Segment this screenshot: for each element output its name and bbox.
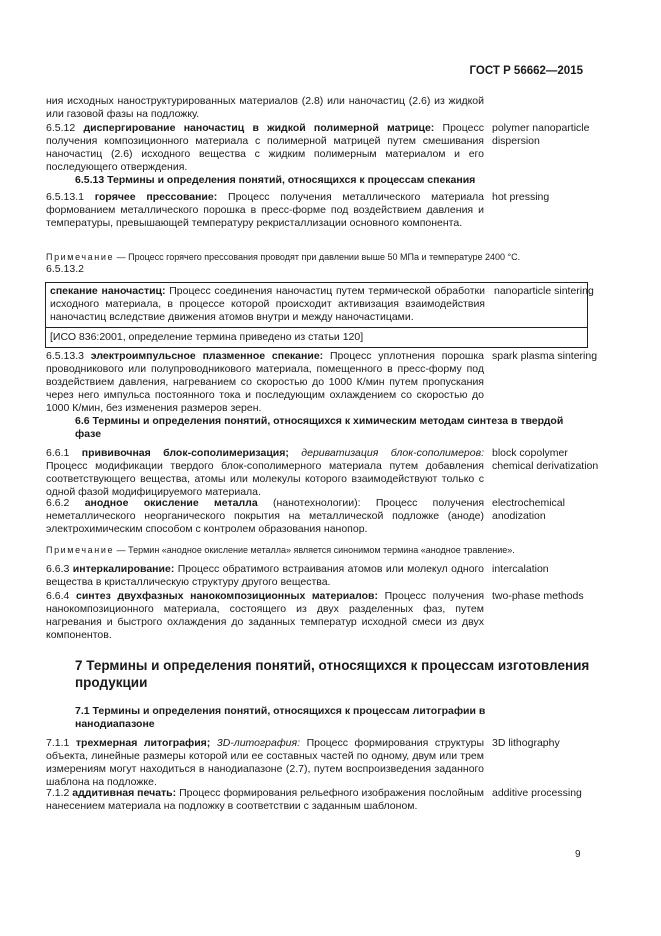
term-6-5-13-1 [46,191,484,230]
term-definition: Процесс уплотнения порошка проводникового или полупроводникового материала, помещенного в пресс-форму под воздействием давления, нагреванием со скоростью до 1000 К/мин путем пропускания через него импульса постоянного тока и последующим охлаждением со скоростью до 1000 К/мин, без изменения размеров зерен. [46,350,485,414]
term-definition: Процесс получения металлического материала формованием металлического порошка в пресс-форме под воздействием давления и температуры, превышающей температуру рекристаллизации основного компонента. [46,191,485,229]
term-synonym: 3D-литография: [216,737,301,749]
note-label: Примечание [46,252,115,262]
source-reference: [ИСО 836:2001, определение термина приведено из статьи 120] [50,331,364,343]
term-name: интеркалирование: [72,563,175,575]
note-text: — Термин «анодное окисление металла» является синонимом термина «анодное травление». [116,545,515,555]
page-number: 9 [575,849,581,860]
document-header: ГОСТ Р 56662—2015 [469,65,583,77]
term-name: диспергирование наночастиц в жидкой полимерной матрице: [83,122,435,134]
english-equivalent: polymer nanoparticle dispersion [492,122,590,147]
term-7-1-2 [46,787,484,813]
term-number: 6.6.2 [46,497,70,509]
boxed-term [45,282,594,348]
term-number: 6.6.4 [46,590,70,602]
term-name: аддитивная печать: [72,787,177,799]
english-equivalent: nanoparticle sintering [494,285,594,297]
english-equivalent: 3D lithography [492,737,560,749]
term-number: 6.5.13.1 [46,191,84,203]
note-2 [46,544,584,556]
term-definition: Процесс модификации твердого блок-сополимерного материала путем добавления соответствующего вещества, атомы или молекулы которого взаимодействуют только с одной фазой модифицируемого материала. [46,460,484,498]
term-6-5-13-3 [46,350,484,415]
term-6-6-1 [46,447,484,499]
box-divider [46,327,587,328]
term-name: горячее прессование: [94,191,218,203]
term-6-6-2 [46,497,484,536]
boxed-term-text [50,285,485,324]
english-equivalent: two-phase methods [492,590,584,602]
term-7-1-1 [46,737,484,789]
english-equivalent: additive processing [492,787,582,799]
note-text: — Процесс горячего прессования проводят при давлении выше 50 МПа и температуре 2400 °С. [116,252,521,262]
term-number: 6.5.13.3 [46,350,84,362]
term-definition: Процесс формирования структуры объекта, линейные размеры которой или ее составных частей по одному, двум или трем измерениям могут находиться в нанодиапазоне (2.7), путем воспроизведения заданного шаблона на подложке. [46,737,485,788]
english-equivalent: intercalation [492,563,549,575]
term-6-6-3 [46,563,484,589]
term-synonym: дериватизация блок-сополимеров: [301,447,484,459]
term-definition: Процесс получения композиционного материала с полимерной матрицей путем смешивания наночастиц (2.6) исходного вещества с жидким полимерным материалом и его последующего отверждения. [46,122,485,173]
term-number: 6.5.12 [46,122,76,134]
section-heading-7-1: 7.1 Термины и определения понятий, относящихся к процессам литографии в нанодиапазоне [75,705,486,730]
section-heading-6-5-13: 6.5.13 Термины и определения понятий, относящихся к процессам спекания [75,174,476,186]
term-definition: Процесс получения нанокомпозиционного материала, состоящего из двух разделенных фаз, путем нагревания и быстрого охлаждения до заданных температур исходной смеси из двух компонентов. [46,590,484,641]
term-number: 6.6.3 [46,563,70,575]
english-equivalent: hot pressing [492,191,550,203]
term-number: 6.6.1 [46,447,70,459]
term-number: 7.1.2 [46,787,70,799]
term-6-6-4 [46,590,484,642]
note-label: Примечание [46,545,115,555]
english-equivalent: spark plasma sintering [492,350,598,362]
note-1 [46,251,584,263]
term-name: спекание наночастиц: [50,285,166,297]
chapter-heading-7: 7 Термины и определения понятий, относящихся к процессам изготовления продукции [75,658,590,690]
term-name: электроимпульсное плазменное спекание: [90,350,324,362]
section-heading-6-6: 6.6 Термины и определения понятий, относящихся к химическим методам синтеза в твердой фазе [75,415,564,440]
continued-text: ния исходных наноструктурированных материалов (2.8) или наночастиц (2.6) из жидкой или газовой фазы на подложку. [46,95,484,120]
term-name: прививочная блок-сополимеризация; [81,447,289,459]
english-equivalent: block copolymer chemical derivatization [492,447,599,472]
term-name: синтез двухфазных нанокомпозиционных материалов: [75,590,378,602]
term-name: анодное окисление металла [84,497,258,509]
term-definition: (нанотехнологии): Процесс получения неметаллического неорганического покрытия на металлической подложке (аноде) электрохимическим способом с контролем образования нанопор. [46,497,485,535]
term-definition: Процесс соединения наночастиц путем термической обработки исходного материала, в процессе которой происходит активизация взаимодействия наночастиц вследствие движения атомов внутри и между наночастицами. [50,285,485,323]
term-name: трехмерная литография; [75,737,211,749]
term-definition: Процесс формирования рельефного изображения послойным нанесением материала на подложку в соответствии с заданным шаблоном. [46,787,485,812]
term-definition: Процесс обратимого встраивания атомов или молекул одного вещества в кристаллическую структуру другого вещества. [46,563,484,588]
english-equivalent: electrochemical anodization [492,497,565,522]
term-number: 7.1.1 [46,737,70,749]
term-number-6-5-13-2: 6.5.13.2 [46,263,84,275]
term-6-5-12 [46,122,484,174]
